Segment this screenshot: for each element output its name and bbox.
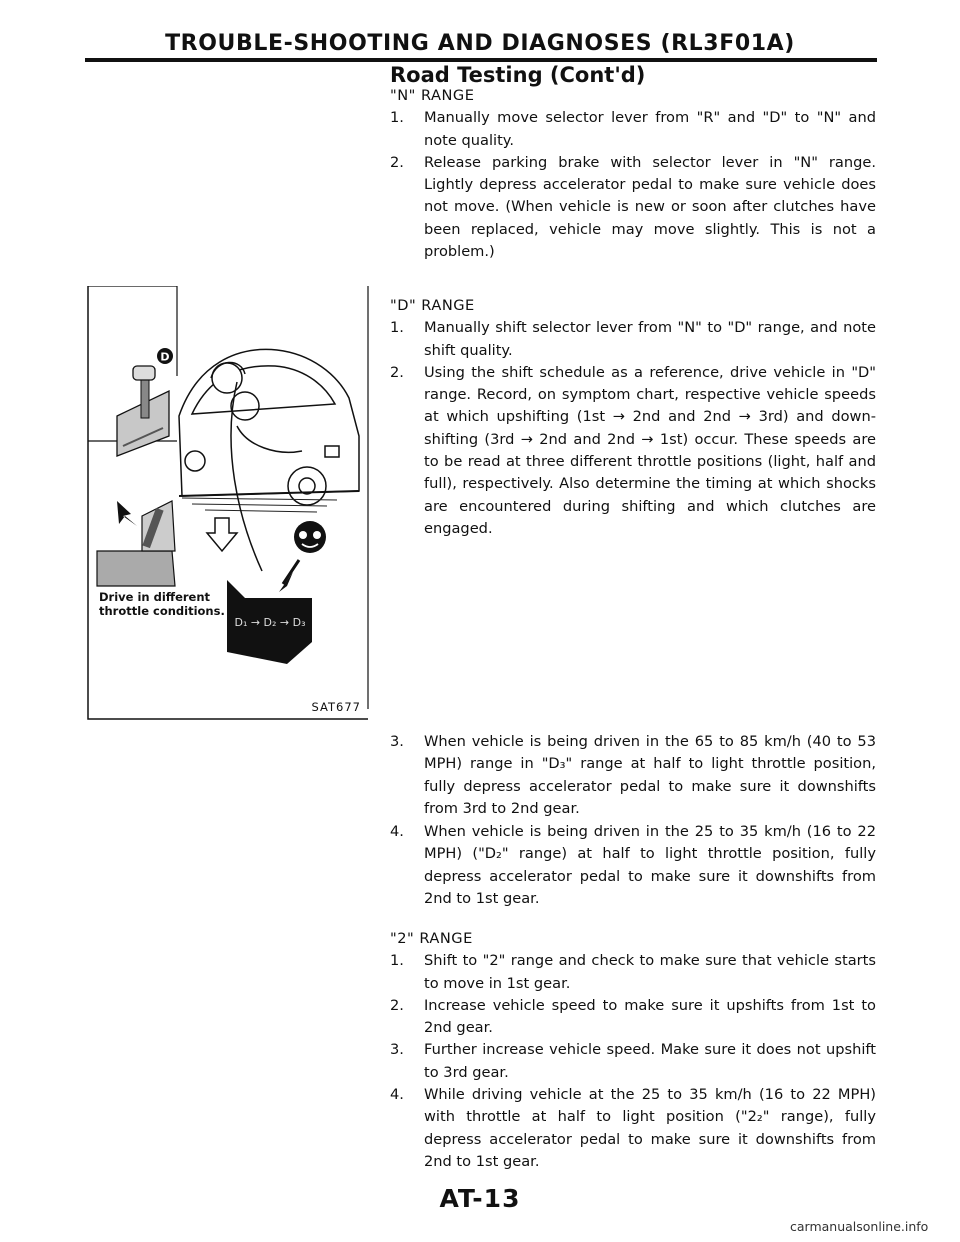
item-text: Manually shift selector lever from "N" to "D" range, and note shift quality. [424,319,876,359]
item-number: 3. [390,733,404,750]
page-number: AT-13 [439,1184,521,1213]
two-range-section [390,928,876,1173]
item-text: Increase vehicle speed to make sure it upshifts from 1st to 2nd gear. [424,996,876,1037]
item-number: 4. [390,1086,404,1104]
two-range-item-1 [390,950,876,995]
figure-code: SAT677 [311,700,361,714]
item-text: Using the shift schedule as a reference, drive vehicle in "D" range. Record, on symptom chart, respective vehicle speeds at which upshifting (1st → 2nd and 2nd → 3rd) and down-shifting (3rd → 2nd and 2nd → 1st) occur. These speeds are to be read at three different throttle positions (light, half and full), respectively. Also determine the timing at which shocks are encountered during shifting and which clutches are engaged. [424,363,876,537]
header-rule [85,58,877,62]
item-text: When vehicle is being driven in the 65 to 85 km/h (40 to 53 MPH) range in "D₃" range at half to light throttle position, fully depress accelerator pedal to make sure it downshifts from 3rd to 2nd gear. [424,733,876,817]
d-range-item-1 [390,317,876,362]
selector-lever [117,366,169,456]
d-range-section-cont [390,731,876,910]
two-range-item-2 [390,995,876,1040]
badge-label: D [160,350,170,364]
d-range-section [390,295,876,540]
two-range-item-3 [390,1039,876,1084]
d-range-heading: "D" RANGE [390,297,475,314]
caption-line-1: Drive in different [99,590,211,604]
item-number: 1. [390,952,404,970]
item-text: While driving vehicle at the 25 to 35 km/h (16 to 22 MPH) with throttle at half to light position ("2₂" range), fully depress accelerator pedal to make sure it downshifts from 2nd to 1st gear. [424,1086,876,1170]
item-number: 2. [390,363,404,381]
item-number: 1. [390,319,404,337]
d-range-item-4 [390,821,876,910]
n-range-item-2 [390,152,876,263]
item-text: Release parking brake with selector lever in "N" range. Lightly depress accelerator pedal to make sure vehicle does not move. (When vehicle is new or soon after clutches have been replaced, vehicle may move slightly. This is not a problem.) [424,153,876,261]
d-range-item-3 [390,731,876,820]
two-range-item-4 [390,1084,876,1173]
item-text: Manually move selector lever from "R" and "D" to "N" and note quality. [424,109,876,149]
item-number: 3. [390,1041,404,1059]
n-range-section [390,85,876,263]
section-title: Road Testing (Cont'd) [390,63,646,87]
d-range-item-2 [390,362,876,540]
motion-lines [182,498,337,512]
item-text: Further increase vehicle speed. Make sure it does not upshift to 3rd gear. [424,1041,876,1081]
watermark: carmanualsonline.info [790,1219,929,1234]
shift-sequence-sign [227,580,312,664]
figure-caption [99,591,225,618]
shift-sign-text: D₁ → D₂ → D₃ [234,616,306,629]
accelerator-pedal [97,501,175,586]
item-text: Shift to "2" range and check to make sure that vehicle starts to move in 1st gear. [424,952,876,992]
page-header: TROUBLE-SHOOTING AND DIAGNOSES (RL3F01A) [165,31,795,56]
car-drawing [179,349,359,505]
road-test-illustration [87,286,369,720]
n-range-item-1 [390,107,876,152]
driver-face-icon [294,521,326,553]
item-text: When vehicle is being driven in the 25 to 35 km/h (16 to 22 MPH) ("D₂" range) at half to light throttle position, fully depress accelerator pedal to make sure it downshifts from 2nd to 1st gear. [424,823,876,908]
caption-line-2: throttle conditions. [99,603,225,618]
item-number: 4. [390,823,404,841]
item-number: 2. [390,996,404,1014]
item-number: 2. [390,153,404,171]
n-range-heading: "N" RANGE [390,87,475,104]
two-range-heading: "2" RANGE [390,930,473,947]
illustration-drawing [87,286,369,720]
down-arrow-icon [207,518,237,551]
item-number: 1. [390,109,404,127]
